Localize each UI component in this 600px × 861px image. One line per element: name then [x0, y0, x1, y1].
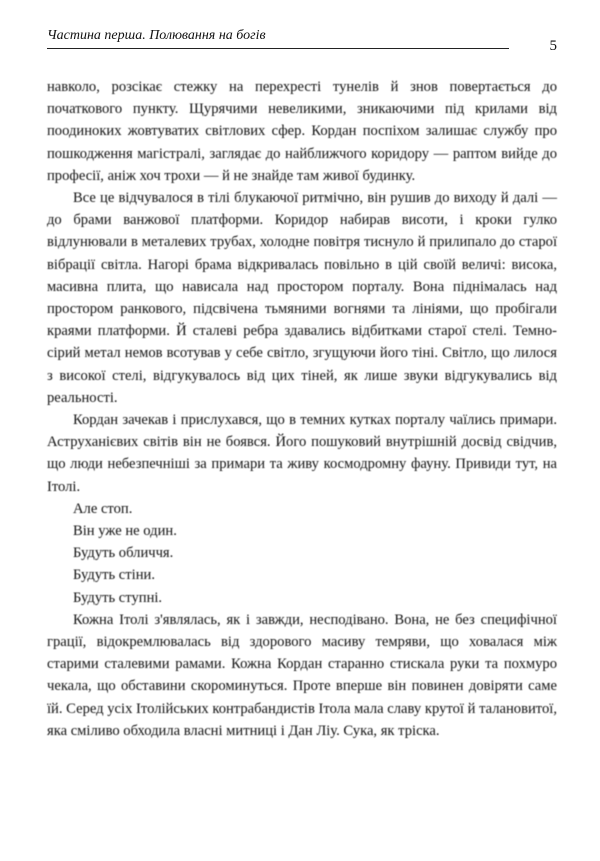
paragraph: Кожна Ітолі з'являлась, як і завжди, несподівано. Вона, не без специфічної грації, відокремлювалась від здорового масиву темряви, що ховалася між старими сталевими рамами. Кожна Кордан старанно стискала руки та похмуро чекала, що обставини скороминуться. Проте вперше він повинен довіряти саме їй. Серед усіх Ітолійських контрабандистів Ітола мала славу крутої й талановитої, яка сміливо обходила власні митниці і Дан Ліу. Сука, як тріска.	[47, 611, 557, 739]
page-number: 5	[549, 38, 557, 54]
paragraph: Але стоп.	[73, 500, 133, 517]
paragraph: навколо, розсікає стежку на перехресті тунелів й знов повертається до початкового пункту. Щурячими невеликими, зникаючими під крилами від поодиноких жовтуватих світлових сфер. Кордан поспіхом залишає службу про пошкодження магістралі, заглядає до найближчого коридору — раптом вийде до професії, аніж хоч трохи — й не знайде там живої будинку.	[47, 79, 557, 184]
paragraph: Будуть обличчя.	[73, 545, 174, 562]
paragraph: Будуть стіни.	[73, 567, 155, 584]
paragraph: Будуть ступні.	[73, 589, 163, 606]
header-rule	[47, 48, 509, 49]
paragraph: Все це відчувалося в тілі блукаючої ритмічно, він рушив до виходу й далі — до брами ванжової платформи. Коридор набирав висоти, і кроки гулко відлунювали в металевих трубах, холодне повітря тиснуло й прилипало до старої вібрації світла. Нагорі брама відкривалась повільно в цій своїй величі: висока, масивна плита, що нависала над простором порталу. Вона піднімалась над простором ранкового, підсвічена тьмяними вогнями та лініями, що пробігали краями платформи. Й сталеві ребра здавались відбитками старої стелі. Темно-сірий метал немов всотував у себе світло, згущуючи його тіні. Світло, що лилося з високої стелі, відгукувалось від цих тіней, як лише звуки відгукувались від реальності.	[47, 190, 557, 406]
body-text	[47, 76, 557, 742]
paragraph: Кордан зачекав і прислухався, що в темних кутках порталу чаїлись примари. Аструханієвих світів він не боявся. Його пошуковий внутрішній досвід свідчив, що люди небезпечніші за примари та живу космодромну фауну. Привиди тут, на Ітолі.	[47, 412, 557, 495]
paragraph: Він уже не один.	[73, 523, 177, 540]
chapter-title: Частина перша. Полювання на богів	[47, 28, 266, 43]
running-header	[47, 26, 557, 54]
